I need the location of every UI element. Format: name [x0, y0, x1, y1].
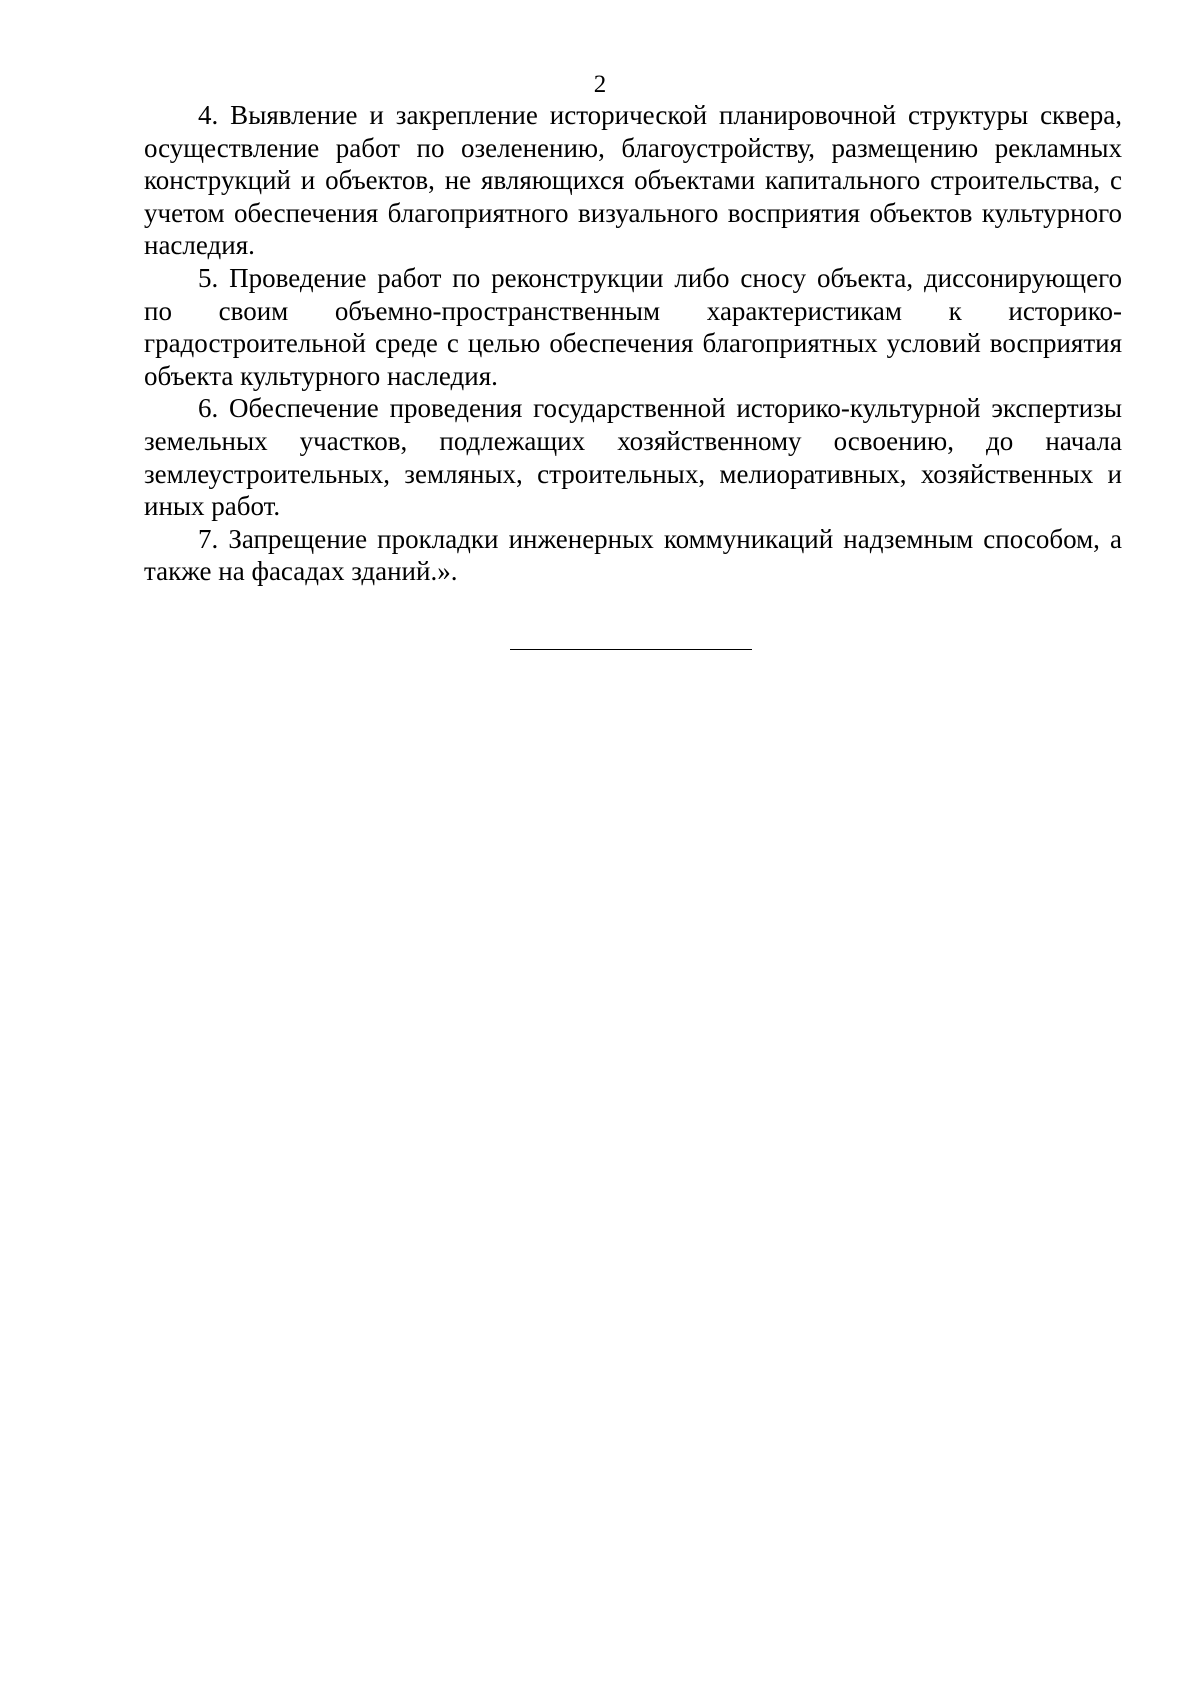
paragraph-item-6: 6. Обеспечение проведения государственной историко-культурной экспертизы земельных участков, подлежащих хозяйственному освоению, до начала землеустроительных, земляных, строительных, мелиоративных, хозяйственных и иных работ.	[144, 393, 1122, 522]
end-divider-line	[510, 649, 752, 650]
paragraph-item-4: 4. Выявление и закрепление исторической планировочной структуры сквера, осуществление работ по озеленению, благоустройству, размещению рекламных конструкций и объектов, не являющихся объектами капитального строительства, с учетом обеспечения благоприятного визуального восприятия объектов культурного наследия.	[144, 100, 1122, 261]
document-body	[144, 99, 1122, 588]
page-number: 2	[593, 71, 607, 98]
paragraph-item-7: 7. Запрещение прокладки инженерных коммуникаций надземным способом, а также на фасадах зданий.».	[144, 523, 1122, 587]
paragraph-item-5: 5. Проведение работ по реконструкции либо сносу объекта, диссонирующего по своим объемно-пространственным характеристикам к историко-градостроительной среде с целью обеспечения благоприятных условий восприятия объекта культурного наследия.	[144, 262, 1122, 391]
